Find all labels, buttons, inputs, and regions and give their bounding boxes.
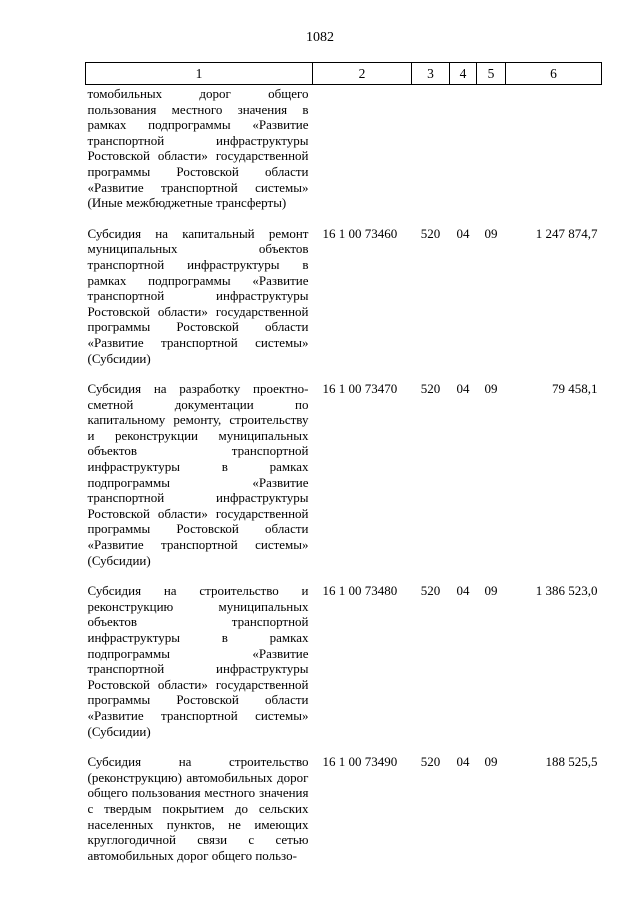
table-row [86, 85, 602, 226]
row-amount: 79 458,1 [552, 381, 598, 397]
row-expense-type [412, 85, 450, 226]
table-row [86, 381, 602, 583]
row-code: 16 1 00 73470 [322, 381, 398, 397]
table-header-row [86, 63, 602, 85]
row-section: 04 [456, 381, 470, 397]
page-number: 1082 [306, 30, 334, 45]
row-description: Субсидия на разработку проектно-сметной документации по капитальному ремонту, строительству и реконструкции муниципальных объектов транспортной инфраструктуры в рамках подпрограммы «Развитие транспортной инфраструктуры Ростовской области» государственной программы Ростовской области «Развитие транспортной системы» (Субсидии) [87, 381, 309, 568]
row-section: 04 [456, 754, 470, 770]
column-header: 1 [86, 63, 313, 85]
row-description: Субсидия на капитальный ремонт муниципальных объектов транспортной инфраструктуры в рамках подпрограммы «Развитие транспортной инфраструктуры Ростовской области» государственной программы Ростовской области «Развитие транспортной системы» (Субсидии) [87, 225, 309, 366]
row-section: 04 [456, 583, 470, 599]
row-amount: 188 525,5 [545, 754, 598, 770]
row-description: Субсидия на строительство и реконструкцию муниципальных объектов транспортной инфраструктуры в рамках подпрограммы «Развитие транспортной инфраструктуры Ростовской области» государственной программы Ростовской области «Развитие транспортной системы» (Субсидии) [87, 583, 309, 739]
row-section: 04 [456, 225, 470, 241]
row-code: 16 1 00 73480 [322, 583, 398, 599]
row-amount: 1 386 523,0 [535, 583, 598, 599]
row-subsection: 09 [484, 381, 498, 397]
table-row [86, 226, 602, 381]
row-expense-type: 520 [420, 583, 441, 599]
table-row [86, 583, 602, 754]
row-amount [506, 85, 602, 226]
row-description: томобильных дорог общего пользования местного значения в рамках подпрограммы «Развитие транспортной инфраструктуры Ростовской области» государственной программы Ростовской области «Развитие транспортной системы» (Иные межбюджетные трансферты) [87, 86, 309, 211]
row-section [450, 85, 477, 226]
row-subsection: 09 [484, 225, 498, 241]
column-header: 2 [313, 63, 412, 85]
row-code: 16 1 00 73490 [322, 754, 398, 770]
row-code [313, 85, 412, 226]
budget-table [85, 62, 602, 878]
table-row [86, 754, 602, 878]
column-header: 3 [412, 63, 450, 85]
row-description: Субсидия на строительство (реконструкцию) автомобильных дорог общего пользования местного значения с твердым покрытием до сельских населенных пунктов, не имеющих круглогодичной связи с сетью автомобильных дорог общего пользо- [87, 754, 309, 863]
column-header: 4 [450, 63, 477, 85]
row-subsection: 09 [484, 754, 498, 770]
row-amount: 1 247 874,7 [535, 225, 598, 241]
row-expense-type: 520 [420, 381, 441, 397]
row-subsection [477, 85, 506, 226]
row-code: 16 1 00 73460 [322, 225, 398, 241]
row-expense-type: 520 [420, 225, 441, 241]
column-header: 5 [477, 63, 506, 85]
row-subsection: 09 [484, 583, 498, 599]
column-header: 6 [506, 63, 602, 85]
row-expense-type: 520 [420, 754, 441, 770]
